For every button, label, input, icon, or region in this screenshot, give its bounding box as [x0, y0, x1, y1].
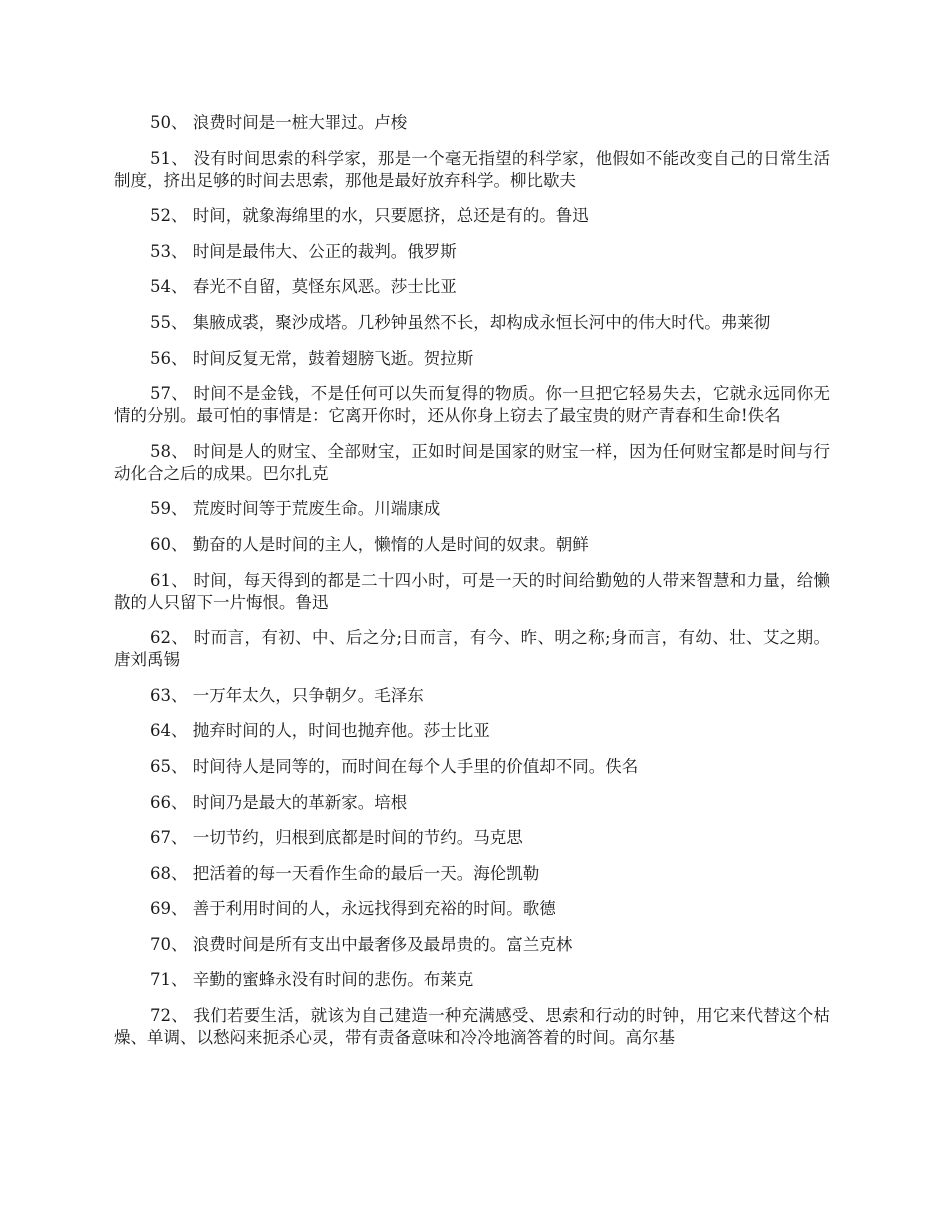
- quote-58: 58、 时间是人的财宝、全部财宝，正如时间是国家的财宝一样，因为任何财宝都是时间与行动化合之后的成果。巴尔扎克: [114, 441, 830, 483]
- quote-65: 65、 时间待人是同等的，而时间在每个人手里的价值却不同。佚名: [150, 756, 639, 776]
- quote-61: 61、 时间，每天得到的都是二十四小时，可是一天的时间给勤勉的人带来智慧和力量，给懒散的人只留下一片悔恨。鲁迅: [114, 570, 830, 612]
- quote-70: 70、 浪费时间是所有支出中最奢侈及最昂贵的。富兰克林: [150, 934, 573, 954]
- quote-67: 67、 一切节约，归根到底都是时间的节约。马克思: [150, 828, 523, 848]
- quote-52: 52、 时间，就象海绵里的水，只要愿挤，总还是有的。鲁迅: [150, 206, 589, 226]
- quote-64: 64、 抛弃时间的人，时间也抛弃他。莎士比亚: [150, 721, 490, 741]
- quote-57: 57、 时间不是金钱，不是任何可以失而复得的物质。你一旦把它轻易失去，它就永远同你无情的分别。最可怕的事情是：它离开你时，还从你身上窃去了最宝贵的财产青春和生命!佚名: [114, 384, 830, 426]
- quote-66: 66、 时间乃是最大的革新家。培根: [150, 792, 408, 812]
- quote-69: 69、 善于利用时间的人，永远找得到充裕的时间。歌德: [150, 899, 556, 919]
- quote-53: 53、 时间是最伟大、公正的裁判。俄罗斯: [150, 241, 457, 261]
- quote-62: 62、 时而言，有初、中、后之分;日而言，有今、昨、明之称;身而言，有幼、壮、艾之期。唐刘禹锡: [114, 628, 830, 670]
- quote-68: 68、 把活着的每一天看作生命的最后一天。海伦凯勒: [150, 863, 540, 883]
- quote-59: 59、 荒废时间等于荒废生命。川端康成: [150, 499, 441, 519]
- quote-71: 71、 辛勤的蜜蜂永没有时间的悲伤。布莱克: [150, 970, 474, 990]
- quote-50: 50、 浪费时间是一桩大罪过。卢梭: [150, 113, 408, 132]
- quote-54: 54、 春光不自留，莫怪东风恶。莎士比亚: [150, 277, 457, 297]
- quote-56: 56、 时间反复无常，鼓着翅膀飞逝。贺拉斯: [150, 348, 474, 368]
- quote-72: 72、 我们若要生活，就该为自己建造一种充满感受、思索和行动的时钟，用它来代替这个枯燥、单调、以愁闷来扼杀心灵，带有责备意味和冷冷地滴答着的时间。高尔基: [114, 1006, 830, 1048]
- quote-60: 60、 勤奋的人是时间的主人，懒惰的人是时间的奴隶。朝鲜: [150, 534, 589, 554]
- quote-63: 63、 一万年太久，只争朝夕。毛泽东: [150, 685, 424, 705]
- quote-55: 55、 集腋成裘，聚沙成塔。几秒钟虽然不长，却构成永恒长河中的伟大时代。弗莱彻: [150, 312, 771, 332]
- quote-51: 51、 没有时间思索的科学家，那是一个毫无指望的科学家，他假如不能改变自己的日常生活制度，挤出足够的时间去思索，那他是最好放弃科学。柳比歇夫: [114, 148, 830, 190]
